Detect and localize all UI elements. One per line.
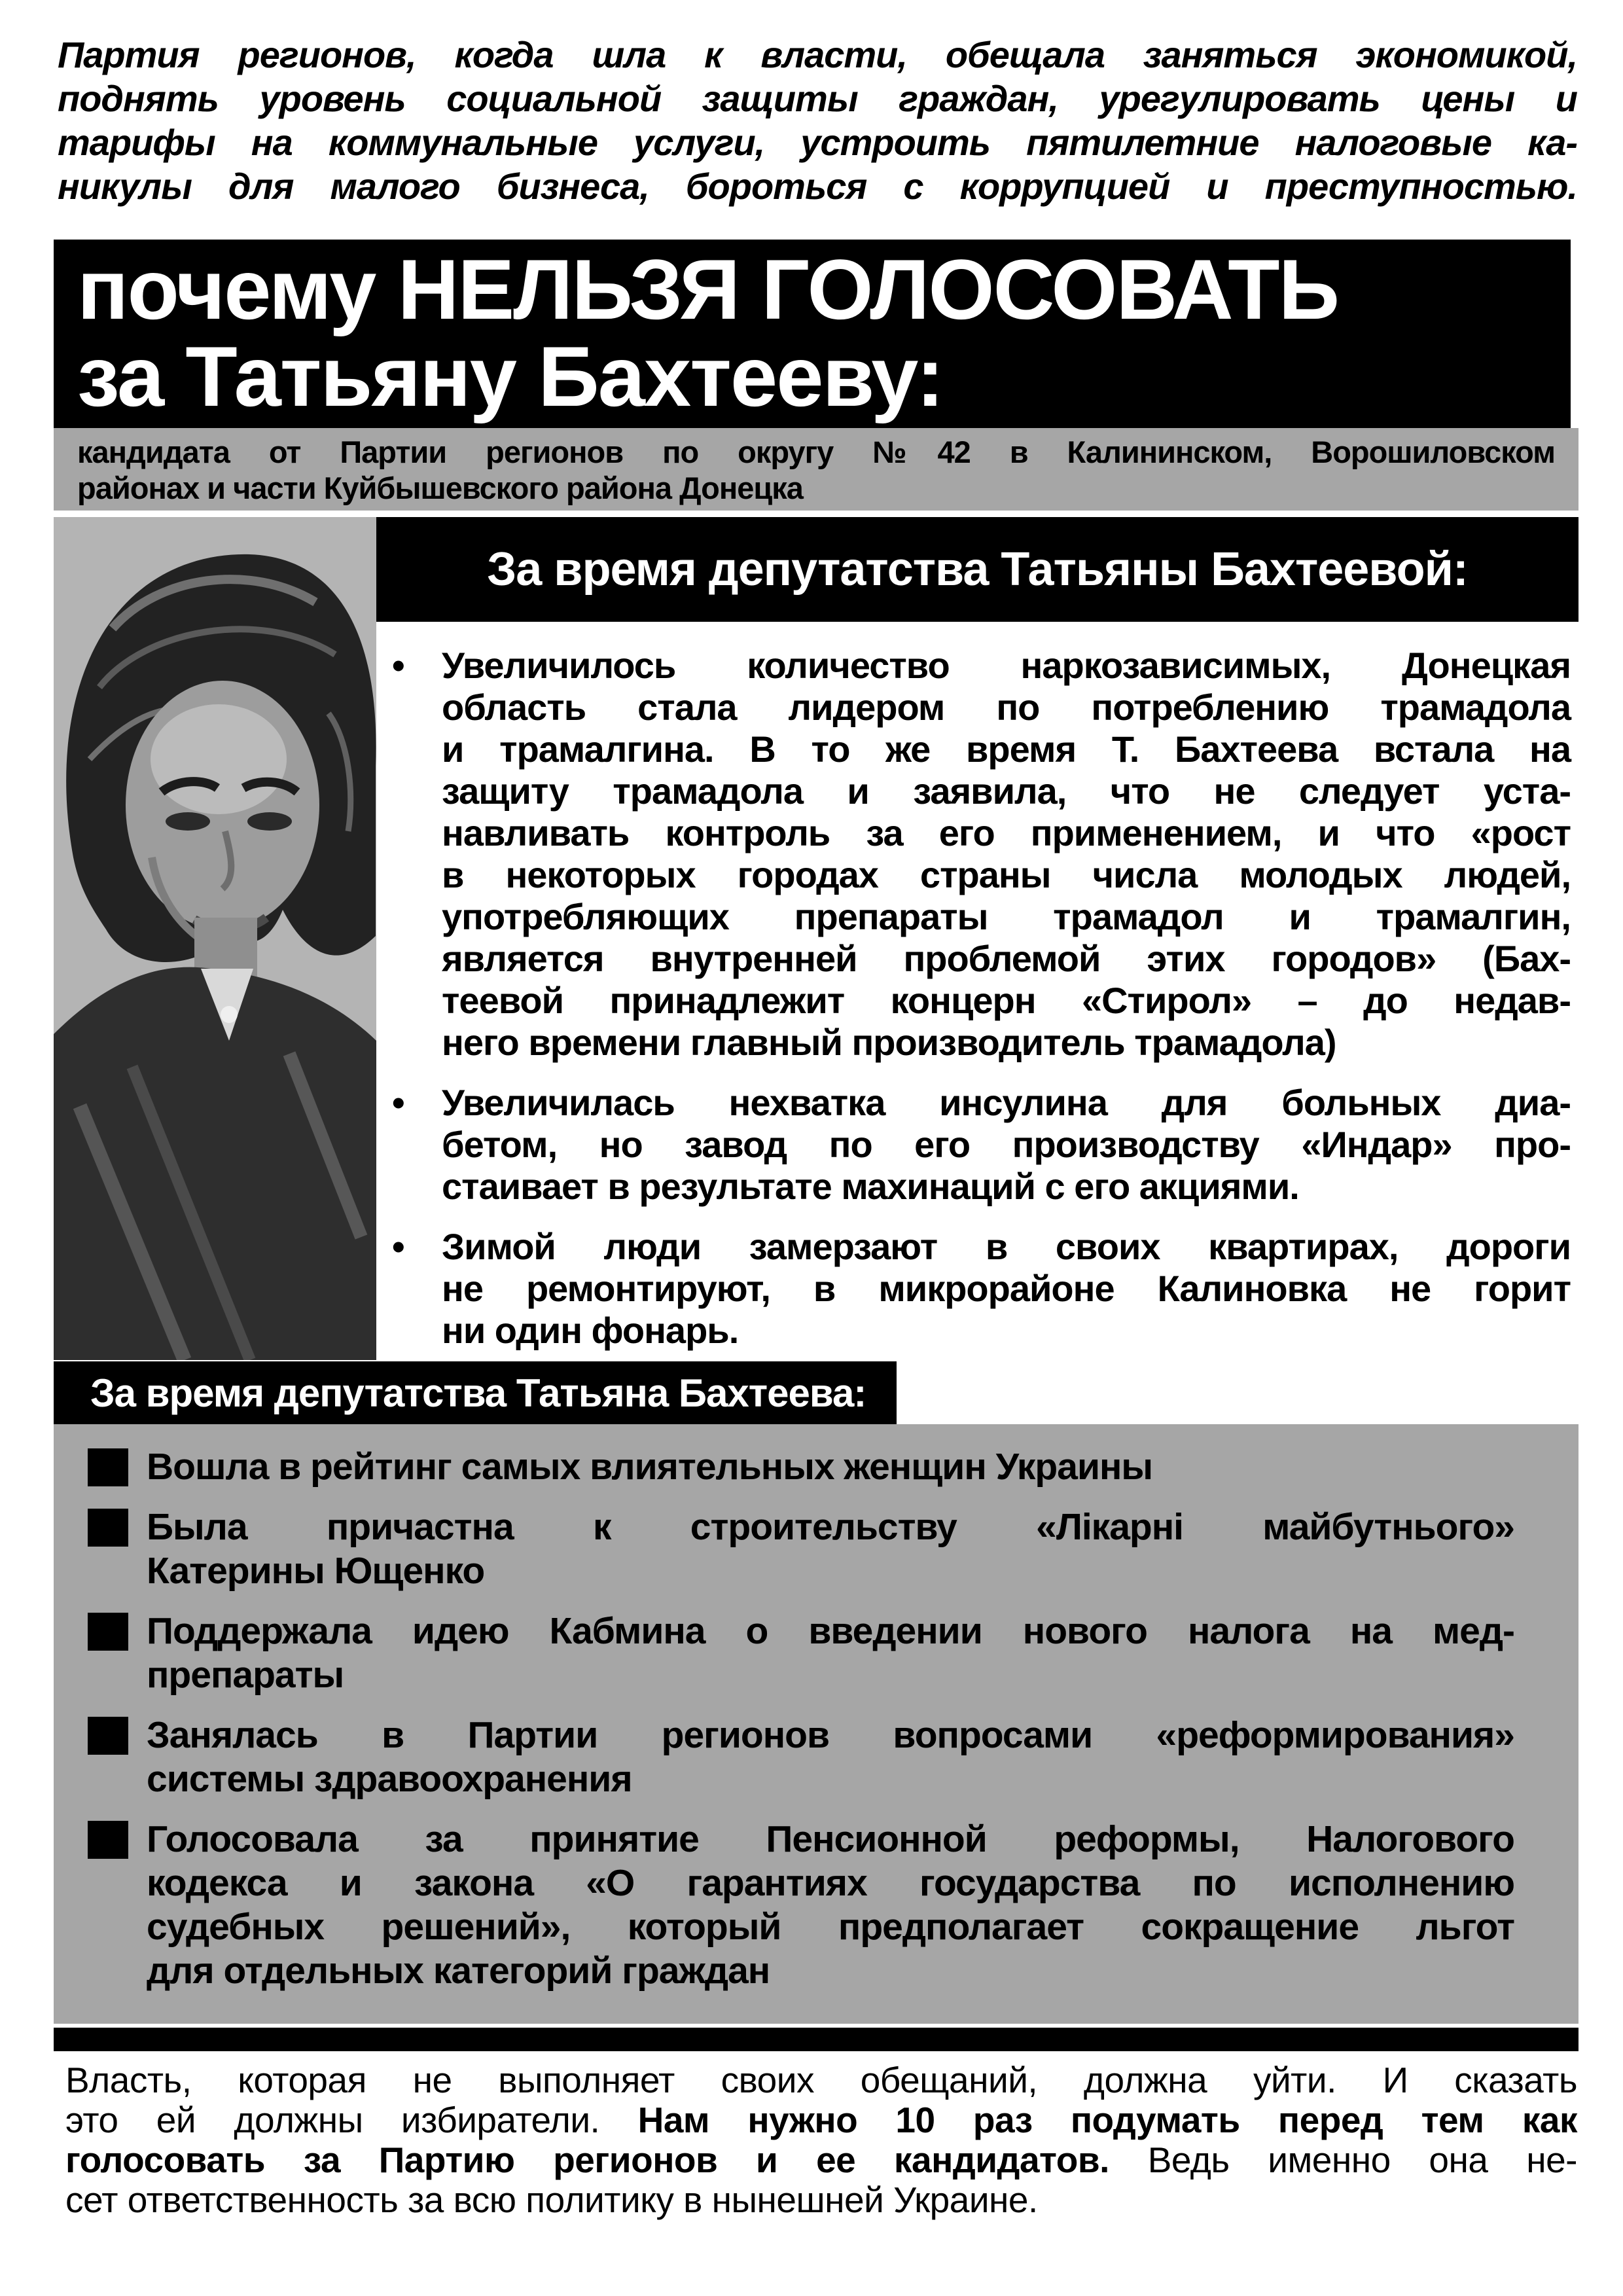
- text-segment: судебных решений», который предполагает сокращение льгот: [147, 1906, 1514, 1948]
- text-line: [65, 2060, 1577, 2100]
- text-line: [147, 1609, 1514, 1653]
- text-segment: навливать контроль за его применением, и что «рост: [442, 812, 1571, 853]
- text-segment: Ведь именно она не-: [1109, 2140, 1577, 2180]
- text-line: [147, 1713, 1514, 1757]
- text-line: [147, 1505, 1514, 1549]
- text-line: [147, 1653, 1514, 1697]
- square-bullet-icon: [88, 1613, 128, 1651]
- text-line: [147, 1445, 1514, 1489]
- text-line: [442, 1082, 1571, 1124]
- text-line: [442, 1022, 1571, 1064]
- text-line: [442, 938, 1571, 980]
- text-line: [442, 854, 1571, 896]
- text-line: [442, 770, 1571, 812]
- text-segment: бетом, но завод по его производству «Индар» про-: [442, 1124, 1571, 1165]
- candidate-portrait-illustration: [54, 517, 376, 1360]
- text-segment: Партия регионов, когда шла к власти, обещала заняться экономикой,: [58, 34, 1577, 75]
- text-segment: никулы для малого бизнеса, бороться с коррупцией и преступностью.: [58, 166, 1577, 207]
- text-segment: Нам нужно 10 раз подумать перед тем как: [637, 2100, 1577, 2140]
- text-segment: кандидата от Партии регионов по округу №42 в Калининском, Ворошиловском: [77, 435, 1555, 469]
- list-item-text: [147, 1713, 1514, 1801]
- separator-rule: [54, 2028, 1578, 2051]
- text-segment: районах и части Куйбышевского района Донецка: [77, 471, 803, 505]
- text-line: [442, 1268, 1571, 1310]
- list-item: [54, 1713, 1578, 1801]
- square-bullet-icon: [88, 1509, 128, 1547]
- text-line: [58, 164, 1577, 208]
- text-line: [147, 1757, 1514, 1801]
- text-line: [65, 2140, 1577, 2180]
- text-line: [442, 896, 1571, 938]
- text-line: [65, 2100, 1577, 2140]
- text-line: [77, 434, 1555, 470]
- square-bullet-icon: [88, 1821, 128, 1859]
- text-segment: теевой принадлежит концерн «Стирол» – до недав-: [442, 980, 1571, 1021]
- text-segment: Голосовала за принятие Пенсионной реформы, Налогового: [147, 1818, 1514, 1860]
- section2-header: За время депутатства Татьяна Бахтеева:: [54, 1361, 897, 1424]
- candidate-subtitle-strip: [54, 428, 1578, 511]
- text-segment: для отдельных категорий граждан: [147, 1950, 770, 1992]
- text-line: [147, 1949, 1514, 1993]
- title-line-1: почему НЕЛЬЗЯ ГОЛОСОВАТЬ: [77, 242, 1339, 337]
- text-segment: не ремонтируют, в микрорайоне Калиновка не горит: [442, 1268, 1571, 1309]
- text-line: [442, 812, 1571, 854]
- bullet-item: [376, 645, 1571, 1064]
- list-item-text: [147, 1818, 1514, 1993]
- text-segment: в некоторых городах страны числа молодых людей,: [442, 854, 1571, 895]
- text-segment: препараты: [147, 1654, 344, 1696]
- list-item: [54, 1445, 1578, 1489]
- bullet-dot-icon: •: [392, 1082, 405, 1123]
- text-segment: ни один фонарь.: [442, 1310, 739, 1351]
- text-segment: кодекса и закона «О гарантиях государства по исполнению: [147, 1862, 1514, 1904]
- text-line: [442, 1124, 1571, 1166]
- list-item: [54, 1505, 1578, 1593]
- title-line-2: за Татьяну Бахтееву:: [77, 329, 944, 424]
- text-line: [147, 1549, 1514, 1593]
- square-bullet-icon: [88, 1448, 128, 1486]
- title-banner: [54, 240, 1571, 428]
- text-segment: область стала лидером по потреблению трамадола: [442, 687, 1571, 728]
- text-line: [442, 645, 1571, 687]
- bullet-item: [376, 1226, 1571, 1352]
- text-segment: стаивает в результате махинаций с его акциями.: [442, 1166, 1299, 1207]
- list-item: [54, 1609, 1578, 1697]
- text-segment: Занялась в Партии регионов вопросами «реформирования»: [147, 1714, 1514, 1756]
- bullet-text: [442, 1226, 1571, 1352]
- text-segment: является внутренней проблемой этих городов» (Бах-: [442, 938, 1571, 979]
- candidate-photo: [54, 517, 376, 1360]
- list-item: [54, 1818, 1578, 1993]
- text-line: [442, 728, 1571, 770]
- text-line: [442, 687, 1571, 728]
- bullet-dot-icon: •: [392, 1226, 405, 1267]
- text-segment: Вошла в рейтинг самых влиятельных женщин Украины: [147, 1446, 1153, 1488]
- text-segment: Власть, которая не выполняет своих обещаний, должна уйти. И сказать: [65, 2060, 1577, 2100]
- list-item-text: [147, 1609, 1514, 1697]
- text-segment: это ей должны избиратели.: [65, 2100, 638, 2140]
- text-segment: сет ответственность за всю политику в нынешней Украине.: [65, 2179, 1038, 2220]
- bullet-list: [376, 645, 1571, 1370]
- intro-paragraph: [58, 33, 1577, 208]
- list-item-text: [147, 1505, 1514, 1593]
- text-segment: Зимой люди замерзают в своих квартирах, дороги: [442, 1226, 1571, 1267]
- footer-paragraph: [65, 2060, 1577, 2220]
- text-segment: и трамалгина. В то же время Т. Бахтеева встала на: [442, 728, 1571, 770]
- text-segment: Увеличилась нехватка инсулина для больных диа-: [442, 1082, 1571, 1123]
- text-segment: голосовать за Партию регионов и ее кандидатов.: [65, 2140, 1109, 2180]
- text-segment: тарифы на коммунальные услуги, устроить пятилетние налоговые ка-: [58, 122, 1577, 163]
- text-segment: защиту трамадола и заявила, что не следует уста-: [442, 770, 1571, 812]
- text-line: [147, 1861, 1514, 1905]
- text-segment: употребляющих препараты трамадол и трамалгин,: [442, 896, 1571, 937]
- text-line: [58, 120, 1577, 164]
- text-segment: Поддержала идею Кабмина о введении нового налога на мед-: [147, 1610, 1514, 1652]
- list-item-text: [147, 1445, 1514, 1489]
- text-line: [77, 470, 1555, 506]
- text-line: [442, 980, 1571, 1022]
- text-line: [147, 1905, 1514, 1949]
- text-segment: системы здравоохранения: [147, 1758, 632, 1800]
- text-line: [58, 33, 1577, 77]
- text-line: [442, 1310, 1571, 1352]
- bullet-dot-icon: •: [392, 645, 405, 686]
- text-segment: него времени главный производитель трамадола): [442, 1022, 1336, 1063]
- square-bullet-icon: [88, 1717, 128, 1755]
- text-line: [58, 77, 1577, 120]
- bullet-text: [442, 645, 1571, 1064]
- bullet-item: [376, 1082, 1571, 1208]
- text-line: [147, 1818, 1514, 1861]
- text-segment: Увеличилось количество наркозависимых, Донецкая: [442, 645, 1571, 686]
- text-line: [442, 1166, 1571, 1208]
- text-segment: Была причастна к строительству «Лікарні майбутнього»: [147, 1506, 1514, 1548]
- text-line: [65, 2180, 1577, 2220]
- bullet-text: [442, 1082, 1571, 1208]
- text-segment: поднять уровень социальной защиты граждан, урегулировать цены и: [58, 78, 1577, 119]
- achievements-list: [54, 1424, 1578, 2024]
- text-segment: Катерины Ющенко: [147, 1550, 485, 1592]
- section1-header: За время депутатства Татьяны Бахтеевой:: [376, 517, 1578, 622]
- text-line: [442, 1226, 1571, 1268]
